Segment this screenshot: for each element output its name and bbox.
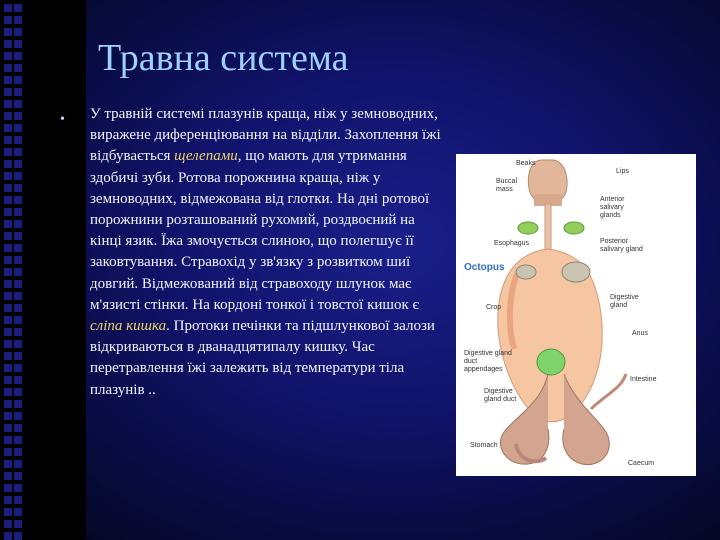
decorative-square [14, 364, 22, 372]
label-digestive-gland-duct: Digestive gland duct [484, 388, 517, 403]
decorative-square [4, 160, 12, 168]
label-intestine: Intestine [630, 376, 657, 383]
decorative-square [4, 124, 12, 132]
decorative-square [14, 340, 22, 348]
label-anus: Anus [632, 330, 648, 337]
label-digestive-gland: Digestive gland [610, 294, 639, 309]
emphasis-caecum: сліпа кишка [90, 318, 167, 335]
decorative-square [14, 196, 22, 204]
slide-body-text [90, 104, 450, 401]
decorative-square [4, 16, 12, 24]
decorative-square [4, 508, 12, 516]
slide-title: Травна система [98, 37, 349, 79]
decorative-square [4, 496, 12, 504]
label-caecum: Caecum [628, 460, 655, 467]
decorative-square [14, 208, 22, 216]
decorative-square [4, 244, 12, 252]
label-buccal-mass: Buccal mass [496, 178, 518, 193]
decorative-square [4, 148, 12, 156]
decorative-square [14, 136, 22, 144]
decorative-square [14, 448, 22, 456]
decorative-square [4, 280, 12, 288]
decorative-square [4, 76, 12, 84]
decorative-square [14, 160, 22, 168]
label-esophagus: Esophagus [494, 240, 530, 247]
decorative-square [4, 484, 12, 492]
decorative-square [4, 328, 12, 336]
decorative-square [14, 88, 22, 96]
decorative-square [4, 400, 12, 408]
decorative-square [4, 28, 12, 36]
decorative-square [14, 508, 22, 516]
decorative-square [14, 304, 22, 312]
decorative-square [14, 472, 22, 480]
decorative-square [14, 484, 22, 492]
decorative-square [4, 412, 12, 420]
decorative-square [4, 196, 12, 204]
decorative-square [14, 352, 22, 360]
label-duct-appendages: Digestive gland duct appendages [464, 350, 512, 373]
decorative-square [4, 388, 12, 396]
text-part-3: . Протоки печінки та підшлункової залози відкриваються в дванадцятипалу кишку. Час перетравлення їжі залежить від температури тіла плазунів .. [90, 318, 435, 398]
decorative-square [14, 172, 22, 180]
decorative-square [4, 232, 12, 240]
decorative-square [14, 244, 22, 252]
decorative-square [4, 352, 12, 360]
octopus-digestive-diagram [456, 154, 696, 476]
decorative-square [14, 268, 22, 276]
label-anterior-salivary: Anterior salivary glands [600, 196, 625, 219]
digestive-system-drawing [456, 154, 696, 476]
decorative-square [14, 376, 22, 384]
decorative-square [14, 460, 22, 468]
decorative-square [4, 304, 12, 312]
decorative-square [4, 4, 12, 12]
text-part-2: , що мають для утримання здобичі зуби. Ротова порожнина краща, ніж у земноводних, відмежована від глотки. На дні ротової порожнини розташований рухомий, роздвоєний на кінці язик. Їжа змочується слиною, що полегшує її заковтування. Стравохід у зв'язку з розвитком шиї довгий. Відмежований від стравоходу шлунок має м'язисті стінки. На кордоні тонкої і товстої кишок є [90, 148, 430, 313]
decorative-square [4, 40, 12, 48]
decorative-square [14, 40, 22, 48]
decorative-square [14, 292, 22, 300]
bullet-marker: • [60, 112, 65, 127]
decorative-square [14, 316, 22, 324]
decorative-square [4, 292, 12, 300]
decorative-square [14, 520, 22, 528]
decorative-square [14, 328, 22, 336]
decorative-square [14, 124, 22, 132]
decorative-square [4, 112, 12, 120]
decorative-square [14, 4, 22, 12]
decorative-square [14, 436, 22, 444]
decorative-square [4, 472, 12, 480]
decorative-square [14, 424, 22, 432]
decorative-square [4, 460, 12, 468]
decorative-square [14, 76, 22, 84]
decorative-square [4, 52, 12, 60]
label-lips: Lips [616, 168, 629, 175]
label-stomach: Stomach [470, 442, 498, 449]
decorative-square [14, 400, 22, 408]
decorative-square [4, 208, 12, 216]
decorative-square [4, 88, 12, 96]
decorative-square [14, 232, 22, 240]
label-posterior-salivary: Posterior salivary gland [600, 238, 643, 253]
decorative-square [4, 532, 12, 540]
decorative-square [4, 364, 12, 372]
decorative-square [14, 220, 22, 228]
decorative-square [14, 496, 22, 504]
decorative-square [14, 52, 22, 60]
decorative-square [14, 532, 22, 540]
decorative-square [14, 16, 22, 24]
decorative-square [4, 424, 12, 432]
decorative-square [14, 256, 22, 264]
decorative-square [14, 28, 22, 36]
decorative-square [14, 100, 22, 108]
decorative-square [4, 136, 12, 144]
decorative-square [4, 64, 12, 72]
decorative-square [4, 100, 12, 108]
octopus-caption: Octopus [464, 262, 505, 273]
decorative-square [4, 184, 12, 192]
decorative-square [14, 148, 22, 156]
decorative-square [4, 220, 12, 228]
decorative-square [4, 436, 12, 444]
decorative-square [4, 172, 12, 180]
decorative-square [14, 184, 22, 192]
decorative-square [4, 376, 12, 384]
decorative-square [4, 316, 12, 324]
decorative-square [14, 64, 22, 72]
decorative-square [14, 112, 22, 120]
emphasis-jaws: щелепами [174, 148, 238, 165]
decorative-square [14, 280, 22, 288]
decorative-square [4, 256, 12, 264]
decorative-square [4, 520, 12, 528]
decorative-square [14, 388, 22, 396]
label-beaks: Beaks [516, 160, 536, 167]
decorative-square [14, 412, 22, 420]
label-crop: Crop [486, 304, 502, 311]
decorative-square [4, 268, 12, 276]
decorative-left-strip [0, 0, 86, 540]
text-part-1: У травній системі плазунів краща, ніж у земноводних, виражене диференціювання на відділи. Захоплення їжі відбувається [90, 106, 441, 165]
decorative-square [4, 340, 12, 348]
decorative-square [4, 448, 12, 456]
